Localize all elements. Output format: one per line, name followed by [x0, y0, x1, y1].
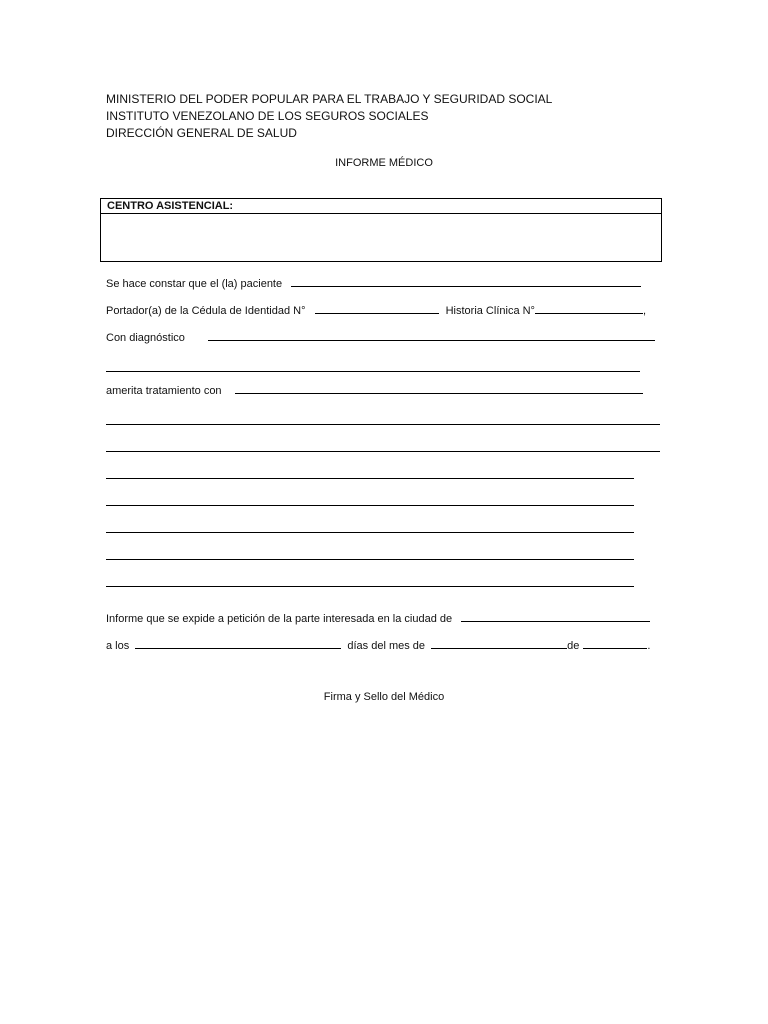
tratamiento-line-2[interactable]	[106, 451, 660, 452]
document-header	[106, 91, 552, 142]
tratamiento-line-5[interactable]	[106, 532, 634, 533]
tratamiento-line-1[interactable]	[106, 424, 660, 425]
diagnostico-blank[interactable]	[208, 331, 655, 341]
a-los-label: a los	[106, 640, 130, 652]
historia-label: Historia Clínica N°	[445, 305, 535, 317]
expide-row	[106, 612, 650, 625]
tratamiento-line-7[interactable]	[106, 586, 634, 587]
document-title: INFORME MÉDICO	[335, 157, 433, 169]
centro-asistencial-box	[100, 198, 662, 262]
header-direccion: DIRECCIÓN GENERAL DE SALUD	[106, 126, 297, 140]
dias-label: días del mes de	[347, 640, 426, 652]
mes-blank[interactable]	[431, 639, 567, 649]
diagnostico-label: Con diagnóstico	[106, 332, 185, 344]
header-ministerio: MINISTERIO DEL PODER POPULAR PARA EL TRABAJO Y SEGURIDAD SOCIAL	[106, 92, 553, 106]
anio-blank[interactable]	[583, 639, 647, 649]
fecha-row: a los días del mes de de .	[106, 640, 651, 652]
paciente-row	[106, 277, 641, 290]
expide-label: Informe que se expide a petición de la parte interesada en la ciudad de	[106, 613, 453, 625]
cedula-label: Portador(a) de la Cédula de Identidad N°	[106, 305, 306, 317]
header-instituto: INSTITUTO VENEZOLANO DE LOS SEGUROS SOCIALES	[106, 109, 429, 123]
tratamiento-line-3[interactable]	[106, 478, 634, 479]
paciente-label: Se hace constar que el (la) paciente	[106, 278, 283, 290]
tratamiento-line-6[interactable]	[106, 559, 634, 560]
de-label: de	[567, 640, 580, 652]
diagnostico-row	[106, 331, 655, 344]
tratamiento-blank[interactable]	[235, 384, 643, 394]
centro-asistencial-label: CENTRO ASISTENCIAL:	[101, 199, 661, 214]
cedula-blank[interactable]	[315, 304, 439, 314]
dia-blank[interactable]	[135, 639, 341, 649]
diagnostico-blank-line[interactable]	[106, 371, 640, 372]
cedula-row: Portador(a) de la Cédula de Identidad N° Historia Clínica N° ,	[106, 305, 647, 317]
firma-sello: Firma y Sello del Médico	[323, 691, 445, 703]
historia-blank[interactable]	[535, 304, 643, 314]
ciudad-blank[interactable]	[461, 612, 650, 622]
tratamiento-row	[106, 384, 643, 397]
tratamiento-line-4[interactable]	[106, 505, 634, 506]
tratamiento-label: amerita tratamiento con	[106, 385, 222, 397]
paciente-blank[interactable]	[291, 277, 641, 287]
